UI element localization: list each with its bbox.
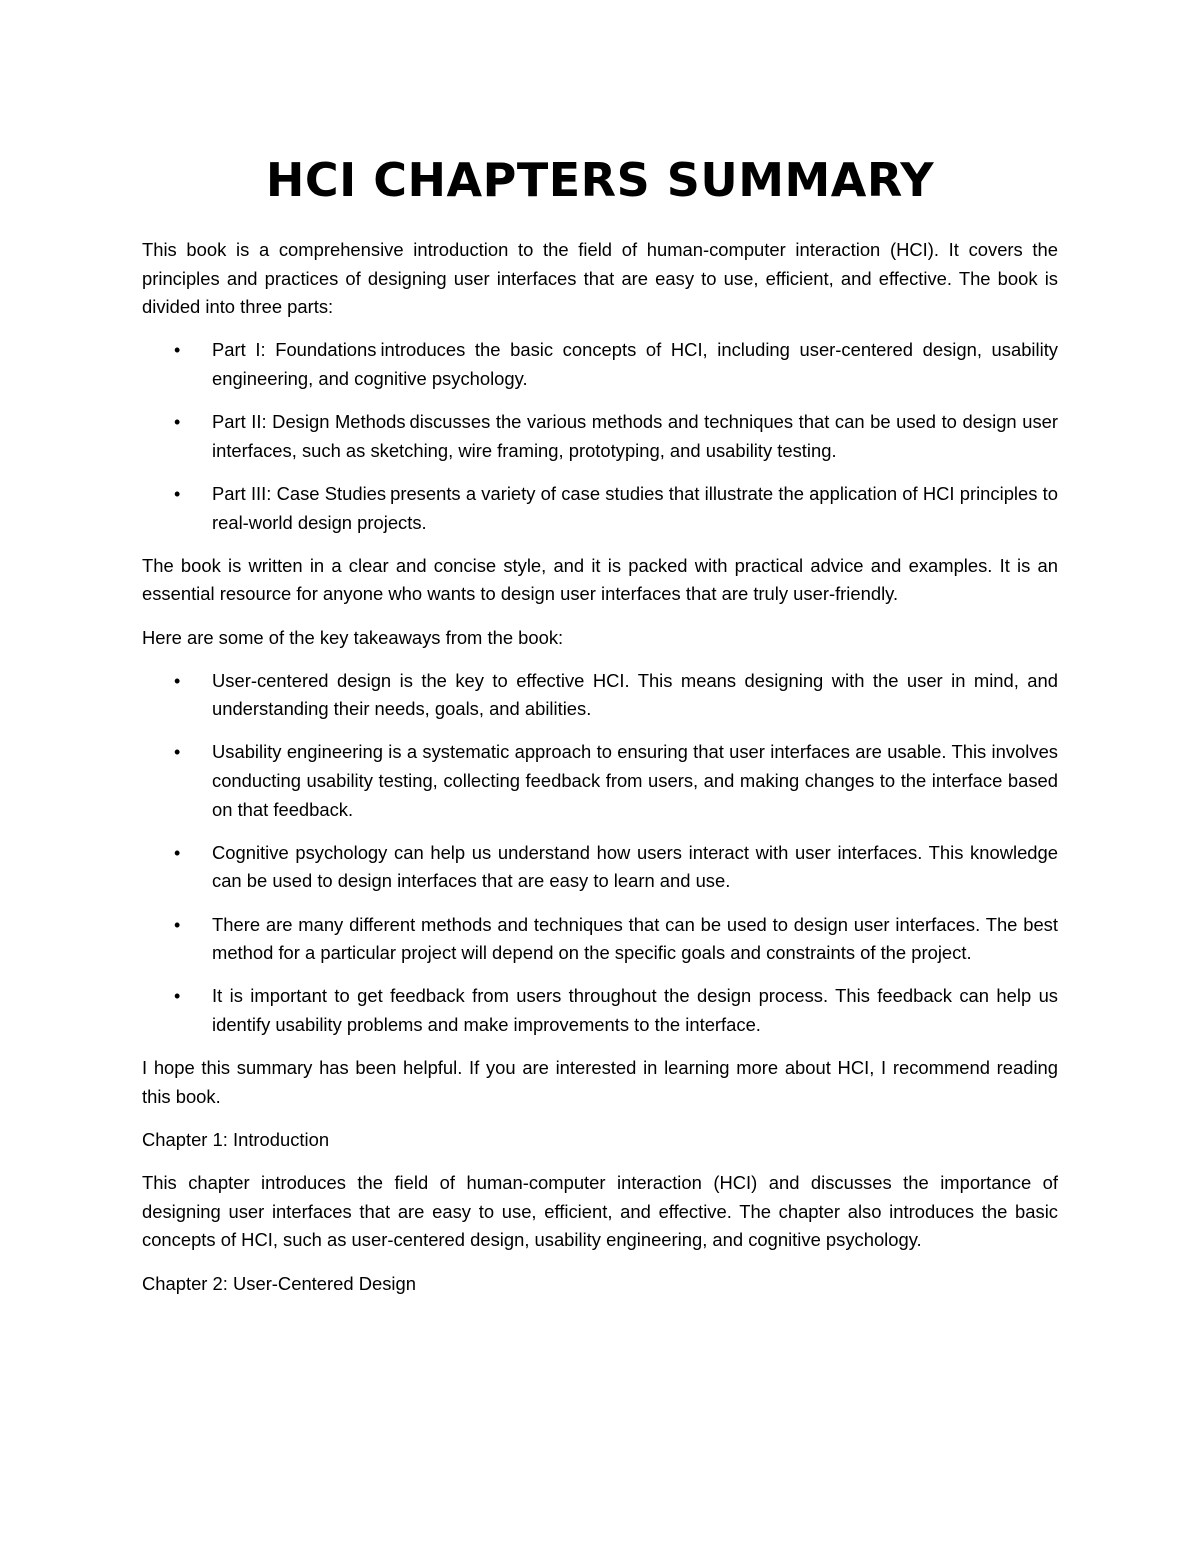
list-item-takeaway-3: [142, 839, 1058, 896]
list-item-takeaway-1: [142, 667, 1058, 724]
takeaways-list: [142, 667, 1058, 1040]
part-text: introduces the basic concepts of HCI, including user-centered design, usability engineering, and cognitive psychology.: [212, 339, 1058, 389]
part-label: Part II: Design Methods: [212, 411, 406, 433]
document-title: HCI CHAPTERS SUMMARY: [265, 153, 935, 207]
bullet-icon: •: [174, 914, 181, 935]
intro-paragraph: This book is a comprehensive introduction to the field of human-computer interaction (HCI). It covers the principles and practices of designing user interfaces that are easy to use, efficient, and effective. The book is divided into three parts:: [142, 239, 1058, 318]
style-paragraph: The book is written in a clear and concise style, and it is packed with practical advice and examples. It is an essential resource for anyone who wants to design user interfaces that are truly user-friendly.: [142, 554, 1058, 605]
list-item-takeaway-4: [142, 911, 1058, 968]
list-item-part-1: [142, 336, 1058, 393]
part-label: Part III: Case Studies: [212, 482, 387, 504]
parts-list: [142, 336, 1058, 537]
chapter-1-paragraph: This chapter introduces the field of human-computer interaction (HCI) and discusses the importance of designing user interfaces that are easy to use, efficient, and effective. The chapter also introduces the basic concepts of HCI, such as user-centered design, usability engineering, and cognitive psychology.: [142, 1172, 1058, 1251]
chapter-2-heading: Chapter 2: User-Centered Design: [142, 1272, 416, 1294]
takeaway-text: User-centered design is the key to effective HCI. This means designing with the user in mind, and understanding their needs, goals, and abilities.: [212, 669, 1058, 720]
takeaway-text: Cognitive psychology can help us understand how users interact with user interfaces. This knowledge can be used to design interfaces that are easy to learn and use.: [212, 841, 1058, 892]
bullet-icon: •: [174, 340, 181, 361]
bullet-icon: •: [174, 842, 181, 863]
takeaway-text: It is important to get feedback from users throughout the design process. This feedback can help us identify usability problems and make improvements to the interface.: [212, 985, 1058, 1035]
bullet-icon: •: [174, 483, 181, 504]
closing-paragraph: I hope this summary has been helpful. If you are interested in learning more about HCI, I recommend reading this book.: [142, 1057, 1058, 1107]
chapter-1-heading: Chapter 1: Introduction: [142, 1128, 330, 1150]
bullet-icon: •: [174, 986, 181, 1007]
takeaway-text: There are many different methods and techniques that can be used to design user interfaces. The best method for a particular project will depend on the specific goals and constraints of the project.: [212, 913, 1058, 964]
document-page: [142, 150, 1058, 1313]
list-item-part-3: [142, 480, 1058, 537]
bullet-icon: •: [174, 670, 181, 691]
list-item-part-2: [142, 408, 1058, 465]
part-text: presents a variety of case studies that illustrate the application of HCI principles to real-world design projects.: [212, 482, 1058, 533]
takeaways-intro: Here are some of the key takeaways from the book:: [142, 626, 564, 648]
part-label: Part I: Foundations: [212, 339, 377, 361]
list-item-takeaway-5: [142, 982, 1058, 1039]
bullet-icon: •: [174, 742, 181, 763]
list-item-takeaway-2: [142, 738, 1058, 824]
bullet-icon: •: [174, 412, 181, 433]
part-text: discusses the various methods and techniques that can be used to design user interfaces, such as sketching, wire framing, prototyping, and usability testing.: [212, 411, 1058, 461]
takeaway-text: Usability engineering is a systematic approach to ensuring that user interfaces are usable. This involves conducting usability testing, collecting feedback from users, and making changes to the interface based on that feedback.: [212, 741, 1058, 820]
